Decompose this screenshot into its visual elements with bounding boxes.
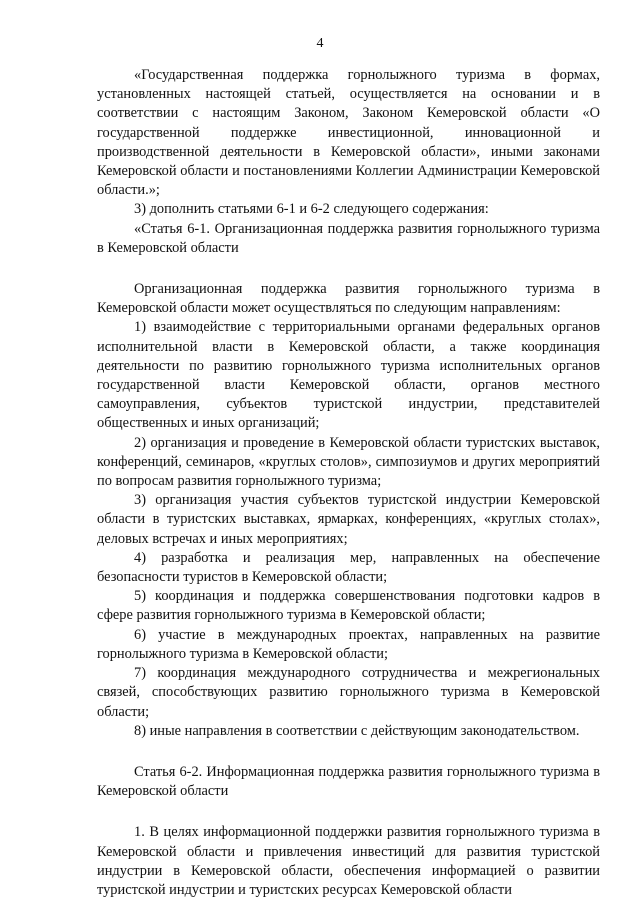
list-item-2: 2) организация и проведение в Кемеровской области туристских выставок, конференций, семинаров, «круглых столов», симпозиумов и других мероприятий по вопросам развития горнолыжного туризма;	[97, 434, 600, 490]
list-item-6: 6) участие в международных проектах, направленных на развитие горнолыжного туризма в Кемеровской области;	[97, 626, 600, 662]
page-number: 4	[316, 36, 324, 51]
list-item-5: 5) координация и поддержка совершенствования подготовки кадров в сфере развития горнолыжного туризма в Кемеровской области;	[97, 588, 600, 624]
list-item-1: 1) взаимодействие с территориальными органами федеральных органов исполнительной власти в Кемеровской области, а также координация деятельности по развитию горнолыжного туризма исполнительных органов государственной власти Кемеровской области, органов местного самоуправления, субъектов туристской индустрии, представителей общественных и иных организаций;	[97, 319, 600, 432]
paragraph-amendment-3: 3) дополнить статьями 6-1 и 6-2 следующего содержания:	[134, 201, 489, 218]
list-item-3: 3) организация участия субъектов туристской индустрии Кемеровской области в туристских выставках, ярмарках, конференциях, «круглых столах», деловых встречах и иных мероприятиях;	[97, 492, 600, 547]
document-body	[97, 66, 600, 900]
paragraph-state-support: «Государственная поддержка горнолыжного туризма в формах, установленных настоящей статьей, осуществляется на основании и в соответствии с настоящим Законом, Законом Кемеровской области «О государственной поддержке инвестиционной, инновационной и производственной деятельности в Кемеровской области», иными законами Кемеровской области и постановлениями Коллегии Администрации Кемеровской области.»;	[97, 67, 600, 199]
list-item-8: 8) иные направления в соответствии с действующим законодательством.	[134, 722, 580, 739]
paragraph-info-support-1: 1. В целях информационной поддержки развития горнолыжного туризма в Кемеровской области и привлечения инвестиций для развития туристской индустрии в Кемеровской области, обеспечения информацией о развитии туристской индустрии и туристских ресурсах Кемеровской области	[97, 824, 600, 898]
paragraph-org-support-intro: Организационная поддержка развития горнолыжного туризма в Кемеровской области может осуществляться по следующим направлениям:	[97, 281, 600, 317]
list-item-7: 7) координация международного сотрудничества и межрегиональных связей, способствующих развитию горнолыжного туризма в Кемеровской области;	[97, 665, 600, 720]
list-item-4: 4) разработка и реализация мер, направленных на обеспечение безопасности туристов в Кемеровской области;	[97, 549, 600, 586]
article-6-1-heading: «Статья 6-1. Организационная поддержка развития горнолыжного туризма в Кемеровской области	[97, 220, 600, 256]
article-6-2-heading: Статья 6-2. Информационная поддержка развития горнолыжного туризма в Кемеровской области	[97, 763, 600, 800]
